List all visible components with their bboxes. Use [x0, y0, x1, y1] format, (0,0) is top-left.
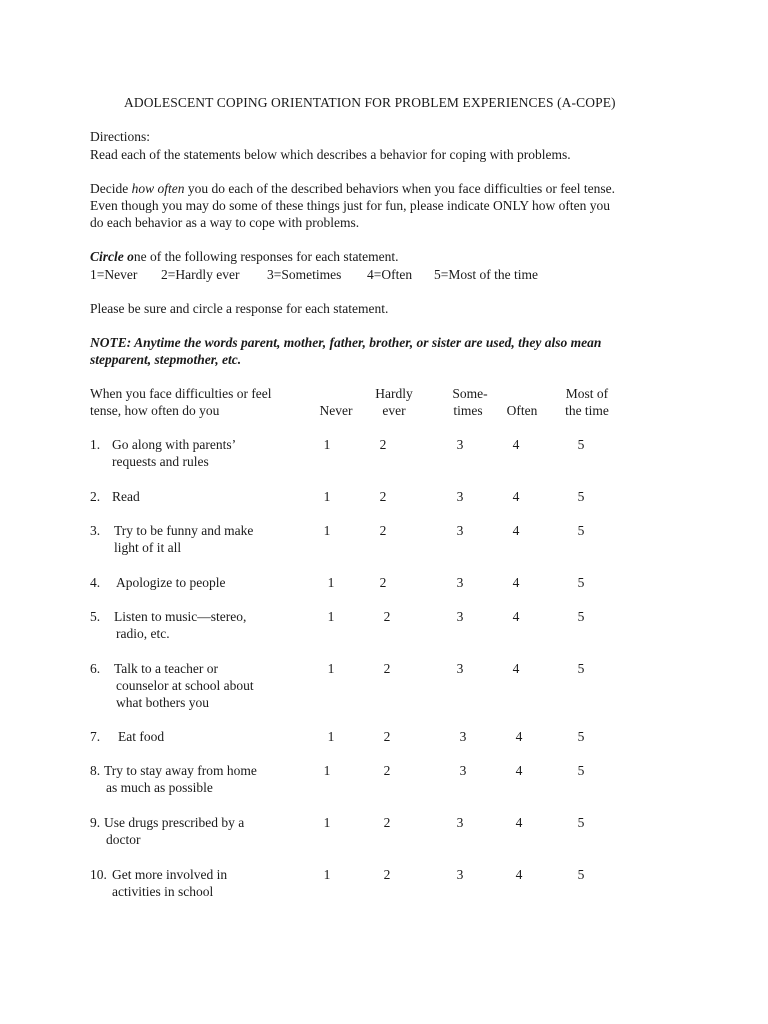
item-text-line-1: Talk to a teacher or	[114, 661, 218, 676]
rating-option-2[interactable]: 2	[379, 489, 387, 504]
rating-option-5[interactable]: 5	[577, 867, 585, 882]
item-text-line-2: as much as possible	[106, 780, 213, 795]
item-number: 7.	[90, 729, 101, 744]
rating-option-3[interactable]: 3	[456, 437, 464, 452]
item-text-line-1: Try to stay away from home	[104, 763, 257, 778]
decide-pre: Decide	[90, 181, 132, 196]
scale-2: 2=Hardly ever	[161, 267, 240, 282]
rating-option-1[interactable]: 1	[323, 437, 331, 452]
rating-option-3[interactable]: 3	[456, 609, 464, 624]
rating-option-3[interactable]: 3	[456, 867, 464, 882]
directions-line-4: do each behavior as a way to cope with problems.	[90, 215, 360, 230]
scale-3: 3=Sometimes	[267, 267, 342, 282]
rating-option-4[interactable]: 4	[512, 523, 520, 538]
note-line-2: stepparent, stepmother, etc.	[90, 352, 242, 367]
rating-option-5[interactable]: 5	[577, 609, 585, 624]
decide-line	[90, 180, 615, 197]
rating-option-1[interactable]: 1	[323, 815, 331, 830]
item-text-line-1: Get more involved in	[112, 867, 228, 882]
directions-heading: Directions:	[90, 129, 150, 144]
item-number: 3.	[90, 523, 101, 538]
rating-option-3[interactable]: 3	[456, 815, 464, 830]
col-most-2: the time	[565, 403, 609, 418]
rating-option-2[interactable]: 2	[379, 437, 387, 452]
rating-option-5[interactable]: 5	[577, 661, 585, 676]
item-text-line-1: Listen to music—stereo,	[114, 609, 247, 624]
item-number: 4.	[90, 575, 101, 590]
rating-option-2[interactable]: 2	[379, 575, 387, 590]
rating-option-3[interactable]: 3	[456, 489, 464, 504]
circle-instruction	[90, 248, 399, 265]
form-title: ADOLESCENT COPING ORIENTATION FOR PROBLEM EXPERIENCES (A-COPE)	[124, 95, 616, 110]
rating-option-3[interactable]: 3	[459, 763, 467, 778]
item-text-line-2: requests and rules	[112, 454, 209, 469]
scale-1: 1=Never	[90, 267, 138, 282]
rating-option-2[interactable]: 2	[383, 729, 391, 744]
directions-line-3: Even though you may do some of these things just for fun, please indicate ONLY how often you	[90, 198, 611, 213]
rating-option-1[interactable]: 1	[323, 489, 331, 504]
item-number: 8.	[90, 763, 101, 778]
rating-option-5[interactable]: 5	[577, 815, 585, 830]
rating-option-3[interactable]: 3	[456, 661, 464, 676]
rating-option-1[interactable]: 1	[327, 729, 335, 744]
item-text-line-2: doctor	[106, 832, 141, 847]
col-hardly-1: Hardly	[375, 386, 413, 401]
rating-option-5[interactable]: 5	[577, 575, 585, 590]
col-most-1: Most of	[565, 386, 609, 401]
circle-post: ne of the following responses for each statement.	[133, 249, 399, 264]
decide-emphasis: how often	[131, 181, 185, 196]
decide-post: you do each of the described behaviors when you face difficulties or feel tense.	[184, 181, 615, 196]
rating-option-1[interactable]: 1	[327, 575, 335, 590]
rating-option-1[interactable]: 1	[327, 609, 335, 624]
scale-5: 5=Most of the time	[434, 267, 538, 282]
rating-option-4[interactable]: 4	[512, 661, 520, 676]
note-line-1: NOTE: Anytime the words parent, mother, father, brother, or sister are used, they also mean	[90, 335, 602, 350]
rating-option-2[interactable]: 2	[383, 815, 391, 830]
item-text-line-1: Apologize to people	[116, 575, 226, 590]
item-text-line-1: Use drugs prescribed by a	[104, 815, 245, 830]
rating-option-4[interactable]: 4	[515, 815, 523, 830]
col-sometimes-1: Some-	[452, 386, 488, 401]
rating-option-2[interactable]: 2	[383, 867, 391, 882]
rating-option-4[interactable]: 4	[512, 437, 520, 452]
col-often: Often	[506, 403, 538, 418]
rating-option-5[interactable]: 5	[577, 437, 585, 452]
item-text-line-1: Read	[112, 489, 140, 504]
rating-option-1[interactable]: 1	[327, 661, 335, 676]
rating-option-4[interactable]: 4	[515, 729, 523, 744]
item-number: 2.	[90, 489, 101, 504]
item-text-line-1: Go along with parents’	[112, 437, 237, 452]
col-hardly-2: ever	[382, 403, 406, 418]
rating-option-1[interactable]: 1	[323, 523, 331, 538]
scale-4: 4=Often	[367, 267, 413, 282]
rating-option-1[interactable]: 1	[323, 763, 331, 778]
col-sometimes-2: times	[453, 403, 483, 418]
rating-option-3[interactable]: 3	[456, 523, 464, 538]
item-text-line-1: Try to be funny and make	[114, 523, 254, 538]
item-text-line-3: what bothers you	[116, 695, 209, 710]
rating-option-5[interactable]: 5	[577, 729, 585, 744]
rating-option-3[interactable]: 3	[459, 729, 467, 744]
reminder-text: Please be sure and circle a response for each statement.	[90, 301, 389, 316]
rating-option-4[interactable]: 4	[512, 575, 520, 590]
rating-option-5[interactable]: 5	[577, 763, 585, 778]
item-text-line-2: activities in school	[112, 884, 214, 899]
question-stem-line-1: When you face difficulties or feel	[90, 386, 272, 401]
col-never: Never	[319, 403, 353, 418]
item-number: 1.	[90, 437, 101, 452]
rating-option-4[interactable]: 4	[512, 489, 520, 504]
rating-option-2[interactable]: 2	[383, 661, 391, 676]
rating-option-4[interactable]: 4	[515, 867, 523, 882]
rating-option-4[interactable]: 4	[515, 763, 523, 778]
item-text-line-2: counselor at school about	[116, 678, 254, 693]
rating-option-5[interactable]: 5	[577, 523, 585, 538]
rating-option-2[interactable]: 2	[383, 763, 391, 778]
item-text-line-1: Eat food	[118, 729, 165, 744]
item-number: 5.	[90, 609, 101, 624]
rating-option-1[interactable]: 1	[323, 867, 331, 882]
rating-option-5[interactable]: 5	[577, 489, 585, 504]
rating-option-2[interactable]: 2	[379, 523, 387, 538]
rating-option-2[interactable]: 2	[383, 609, 391, 624]
question-stem-line-2: tense, how often do you	[90, 403, 220, 418]
item-text-line-2: light of it all	[114, 540, 182, 555]
directions-line-1: Read each of the statements below which describes a behavior for coping with problems.	[90, 147, 571, 162]
item-number: 9.	[90, 815, 101, 830]
rating-option-4[interactable]: 4	[512, 609, 520, 624]
rating-option-3[interactable]: 3	[456, 575, 464, 590]
item-text-line-2: radio, etc.	[116, 626, 170, 641]
item-number: 10.	[90, 867, 107, 882]
circle-emphasis: Circle o	[90, 249, 134, 264]
item-number: 6.	[90, 661, 101, 676]
